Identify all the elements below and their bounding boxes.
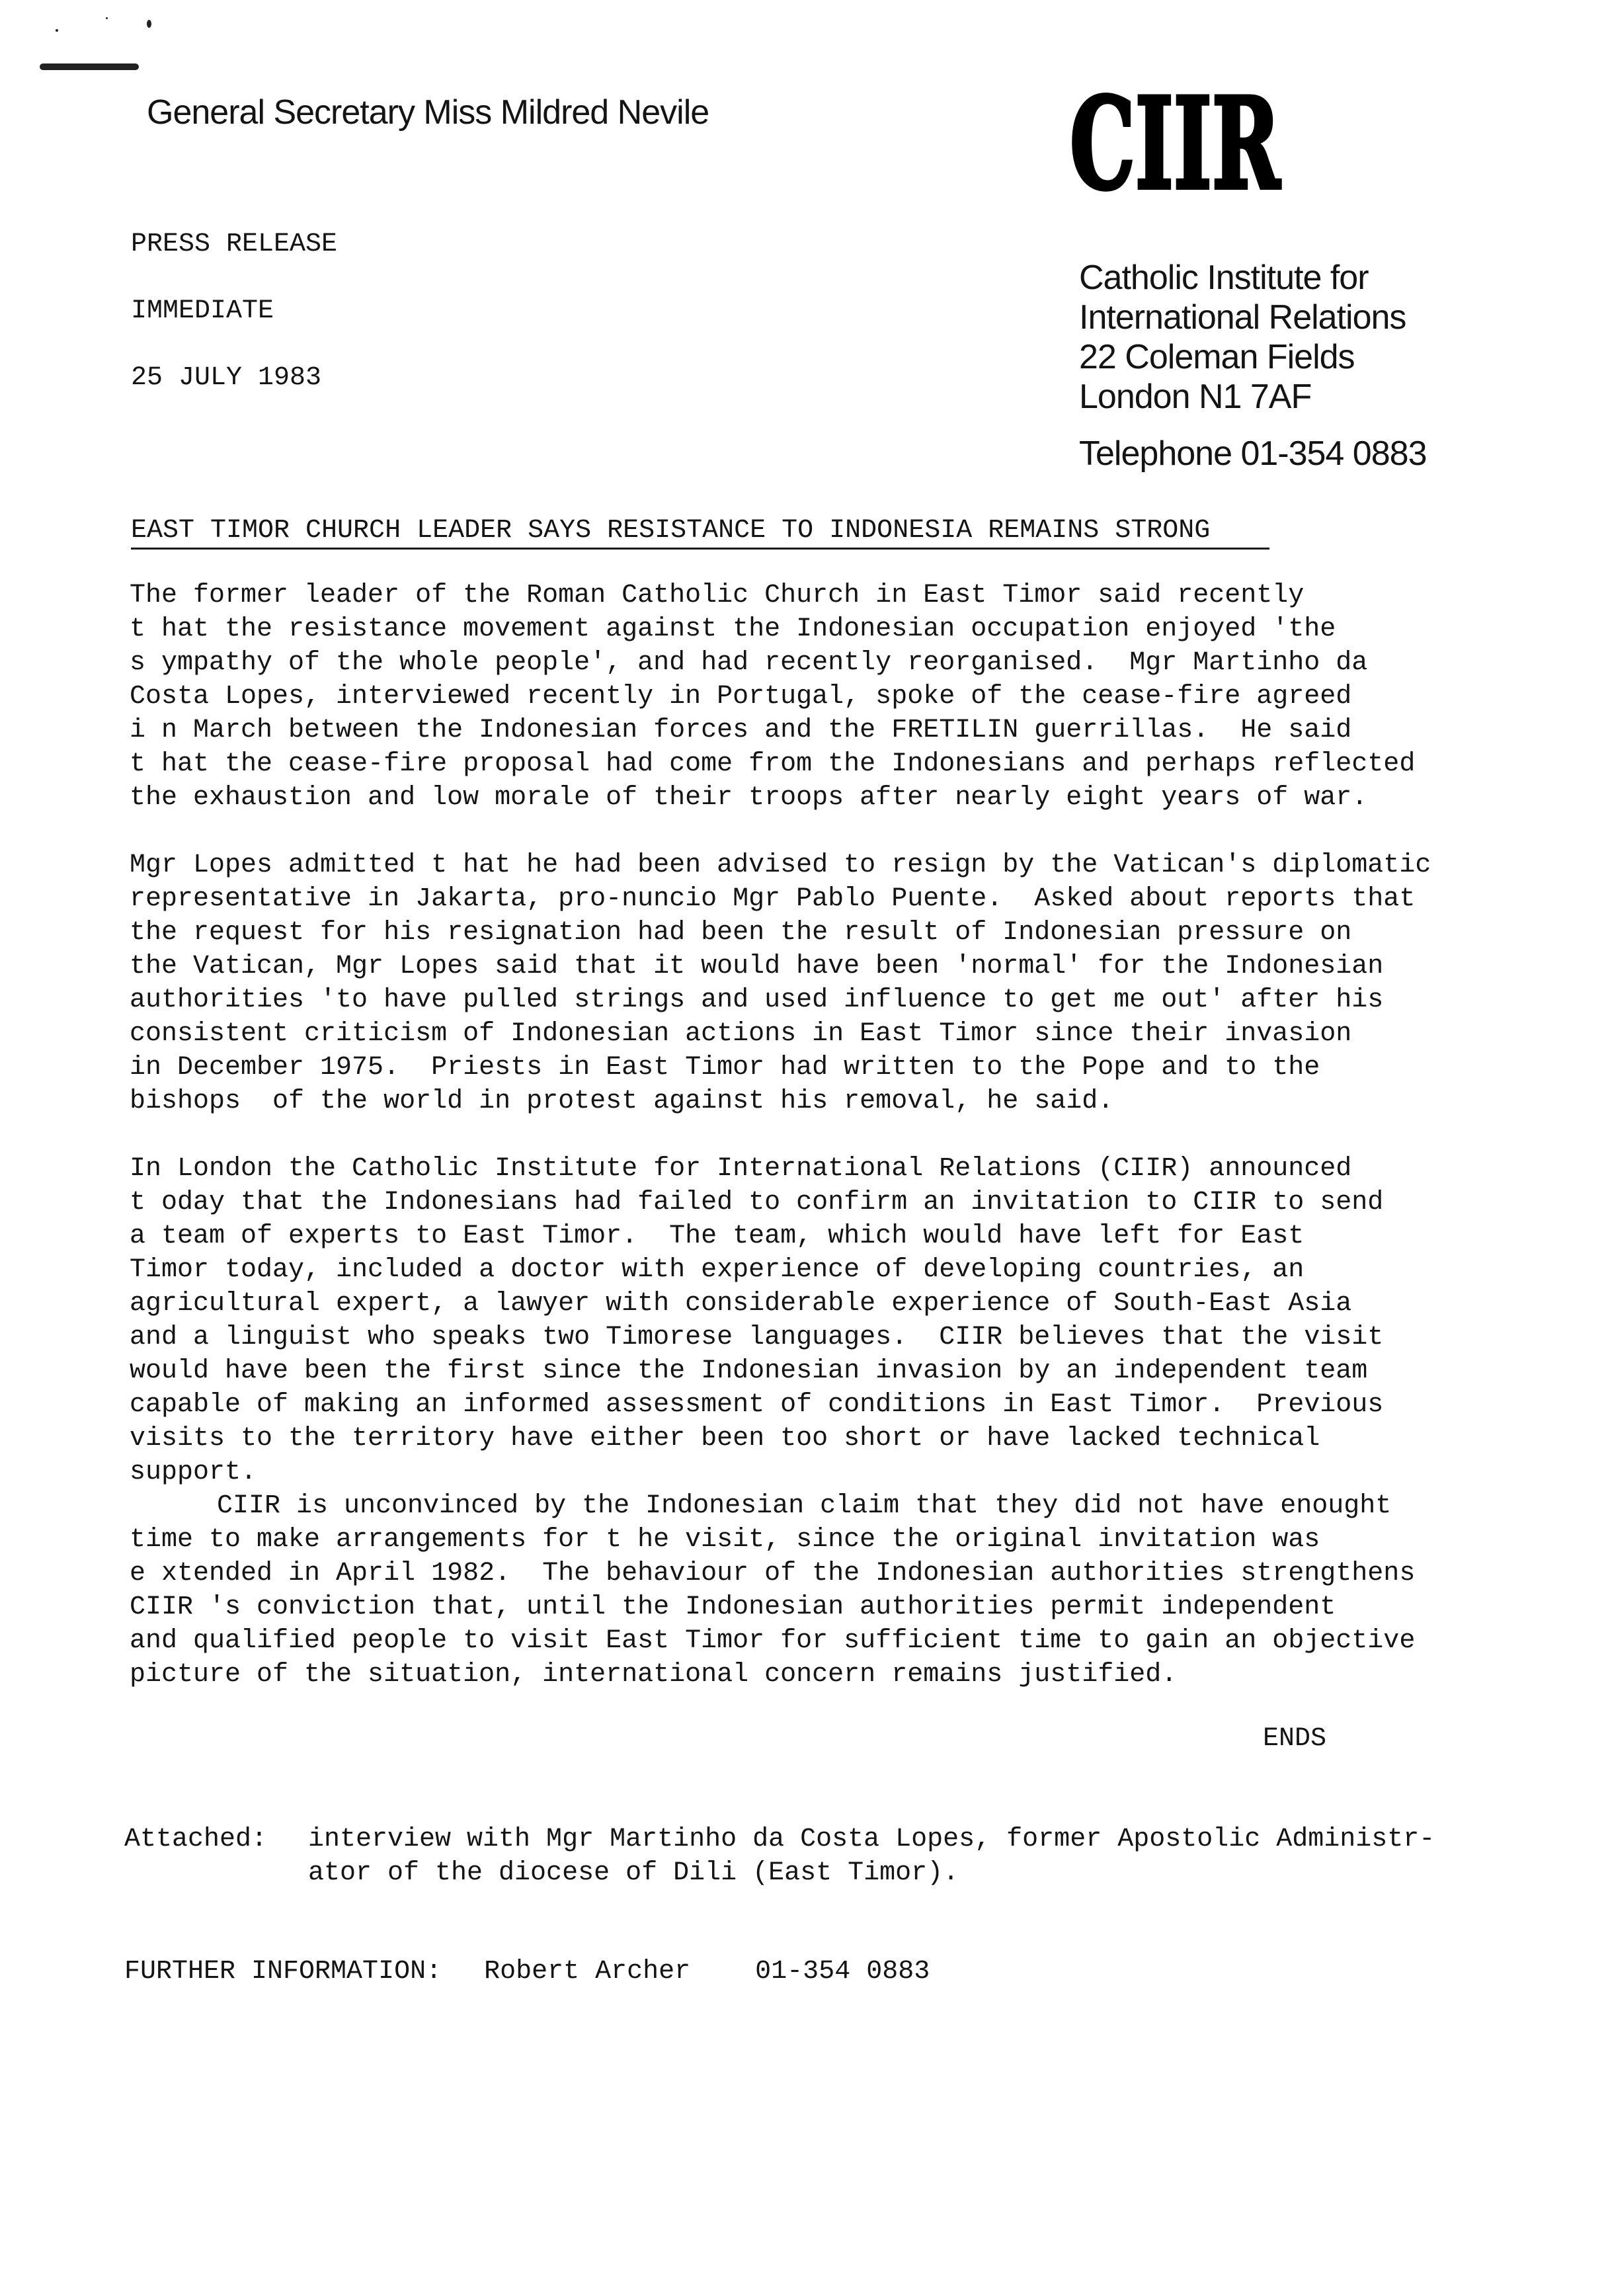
paragraph-3: In London the Catholic Institute for International Relations (CIIR) announced t oday that the Indonesians had failed to confirm an invitation to CIIR to send a team of experts to East Timor. The team, which would have left for East Timor today, included a doctor with experience of developing countries, an agricultural expert, a lawyer with considerable experience of South-East Asia and a linguist who speaks two Timorese languages. CIIR believes that the visit would have been the first since the Indonesian invasion by an independent team capable of making an informed assessment of conditions in East Timor. Previous visits to the territory have either been too short or have lacked technical support. [130, 1154, 1384, 1487]
contact-phone: 01-354 0883 [755, 1957, 930, 1987]
organisation-address [1079, 258, 1426, 473]
release-timing: IMMEDIATE [131, 296, 274, 326]
address-line-2: London N1 7AF [1079, 378, 1312, 416]
ciir-logo-text: CIIR [1070, 70, 1281, 218]
address-line-1: 22 Coleman Fields [1079, 338, 1355, 376]
organisation-name-line-1: Catholic Institute for [1079, 259, 1369, 297]
press-release-label: PRESS RELEASE [131, 229, 338, 259]
contact-name: Robert Archer [484, 1957, 691, 1987]
further-information [124, 1955, 930, 1988]
headline: EAST TIMOR CHURCH LEADER SAYS RESISTANCE TO INDONESIA REMAINS STRONG [131, 514, 1269, 550]
scan-speck [147, 20, 151, 28]
release-date: 25 JULY 1983 [131, 363, 322, 393]
further-information-label: FURTHER INFORMATION: [124, 1957, 442, 1987]
paragraph-2: Mgr Lopes admitted t hat he had been advised to resign by the Vatican's diplomatic representative in Jakarta, pro-nuncio Mgr Pablo Puente. Asked about reports that the request for his resignation had been the result of Indonesian pressure on the Vatican, Mgr Lopes said that it would have been 'normal' for the Indonesian authorities 'to have pulled strings and used influence to get me out' after his consistent criticism of Indonesian actions in East Timor since their invasion in December 1975. Priests in East Timor had written to the Pope and to the bishops of the world in protest against his removal, he said. [130, 850, 1431, 1116]
paragraph-4: CIIR is unconvinced by the Indonesian claim that they did not have enought time to make arrangements for t he visit, since the original invitation was e xtended in April 1982. The behaviour of the Indonesian authorities strengthens CIIR 's conviction that, until the Indonesian authorities permit independent and qualified people to visit East Timor for sufficient time to gain an objective picture of the situation, international concern remains justified. [130, 1491, 1416, 1690]
press-release-body [130, 579, 1545, 1725]
attached-text: interview with Mgr Martinho da Costa Lopes, former Apostolic Administr- ator of the diocese of Dili (East Timor). [308, 1824, 1435, 1888]
scan-speck [106, 17, 108, 19]
ciir-logo [1066, 70, 1284, 218]
attached-label: Attached: [124, 1824, 268, 1854]
scan-speck [40, 63, 139, 70]
scan-speck [56, 29, 58, 32]
ends-marker: ENDS [1263, 1724, 1327, 1754]
release-meta [131, 227, 337, 428]
telephone-line: Telephone 01-354 0883 [1079, 434, 1427, 473]
secretary-line: General Secretary Miss Mildred Nevile [147, 93, 709, 132]
paragraph-1: The former leader of the Roman Catholic Church in East Timor said recently t hat the resistance movement against the Indonesian occupation enjoyed 'the s ympathy of the whole people', and had recently reorganised. Mgr Martinho da Costa Lopes, interviewed recently in Portugal, spoke of the cease-fire agreed i n March between the Indonesian forces and the FRETILIN guerrillas. He said t hat the cease-fire proposal had come from the Indonesians and perhaps reflected the exhaustion and low morale of their troops after nearly eight years of war. [130, 581, 1416, 813]
organisation-name-line-2: International Relations [1079, 298, 1406, 337]
